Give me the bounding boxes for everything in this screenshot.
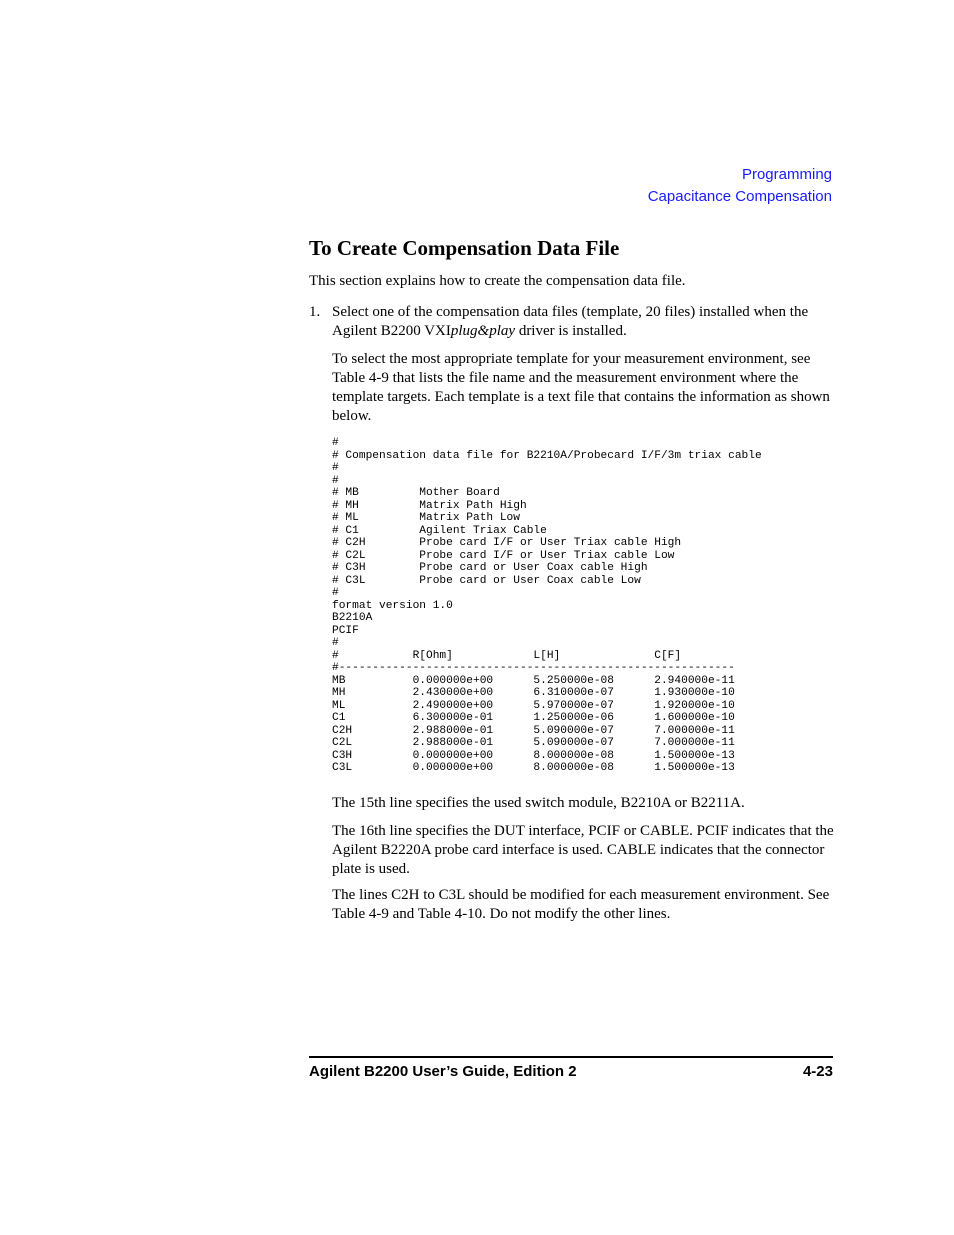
compensation-file-listing: # # Compensation data file for B2210A/Probecard I/F/3m triax cable # # # MB Mother Board # MH Matrix Path High # ML Matrix Path Low # C1 Agilent Triax Cable # C2H Probe card I/F or User Triax cable High # C2L Probe card I/F or User Triax cable Low # C3H Probe card or User Coax cable High # C3L Probe card or User Coax cable Low # format version 1.0 B2210A PCIF # # R[Ohm] L[H] C[F] #----------------------------------------------------------- MB 0.000000e+00 5.250000e-08 2.940000e-11 MH 2.430000e+00 6.310000e-07 1.930000e-10 ML 2.490000e+00 5.970000e-07 1.920000e-10 C1 6.300000e-01 1.250000e-06 1.600000e-10 C2H 2.988000e-01 5.090000e-07 7.000000e-11 C2L 2.988000e-01 5.090000e-07 7.000000e-11 C3H 0.000000e+00 8.000000e-08 1.500000e-13 C3L 0.000000e+00 8.000000e-08 1.500000e-13	[332, 437, 762, 774]
running-header	[648, 164, 832, 208]
note-c2h-c3l: The lines C2H to C3L should be modified for each measurement environment. See Table 4-9 and Table 4-10. Do not modify the other lines.	[332, 887, 830, 922]
step-text-italic: plug&play	[450, 323, 516, 339]
intro-paragraph: This section explains how to create the compensation data file.	[309, 273, 686, 289]
header-link-capacitance-compensation[interactable]: Capacitance Compensation	[647, 188, 832, 205]
header-link-programming[interactable]: Programming	[741, 166, 832, 183]
footer-rule	[309, 1056, 833, 1058]
step-text-after: driver is installed.	[515, 323, 627, 339]
step-text-before: Select one of the compensation data files (template, 20 files) installed when the Agilent B2200 VXI	[332, 304, 809, 339]
section-title: To Create Compensation Data File	[309, 236, 620, 260]
page-number: 4-23	[802, 1063, 833, 1080]
page-footer	[309, 1063, 833, 1080]
footer-guide-title: Agilent B2200 User’s Guide, Edition 2	[309, 1063, 577, 1080]
step-number: 1.	[309, 304, 321, 320]
step-text	[332, 303, 837, 341]
note-15th-line: The 15th line specifies the used switch module, B2210A or B2211A.	[332, 795, 745, 811]
template-paragraph: To select the most appropriate template for your measurement environment, see Table 4-9 that lists the file name and the measurement environment where the template targets. Each template is a text file that contains the information as shown below.	[332, 351, 830, 424]
note-16th-line: The 16th line specifies the DUT interface, PCIF or CABLE. PCIF indicates that the Agilent B2220A probe card interface is used. CABLE indicates that the connector plate is used.	[332, 823, 834, 877]
